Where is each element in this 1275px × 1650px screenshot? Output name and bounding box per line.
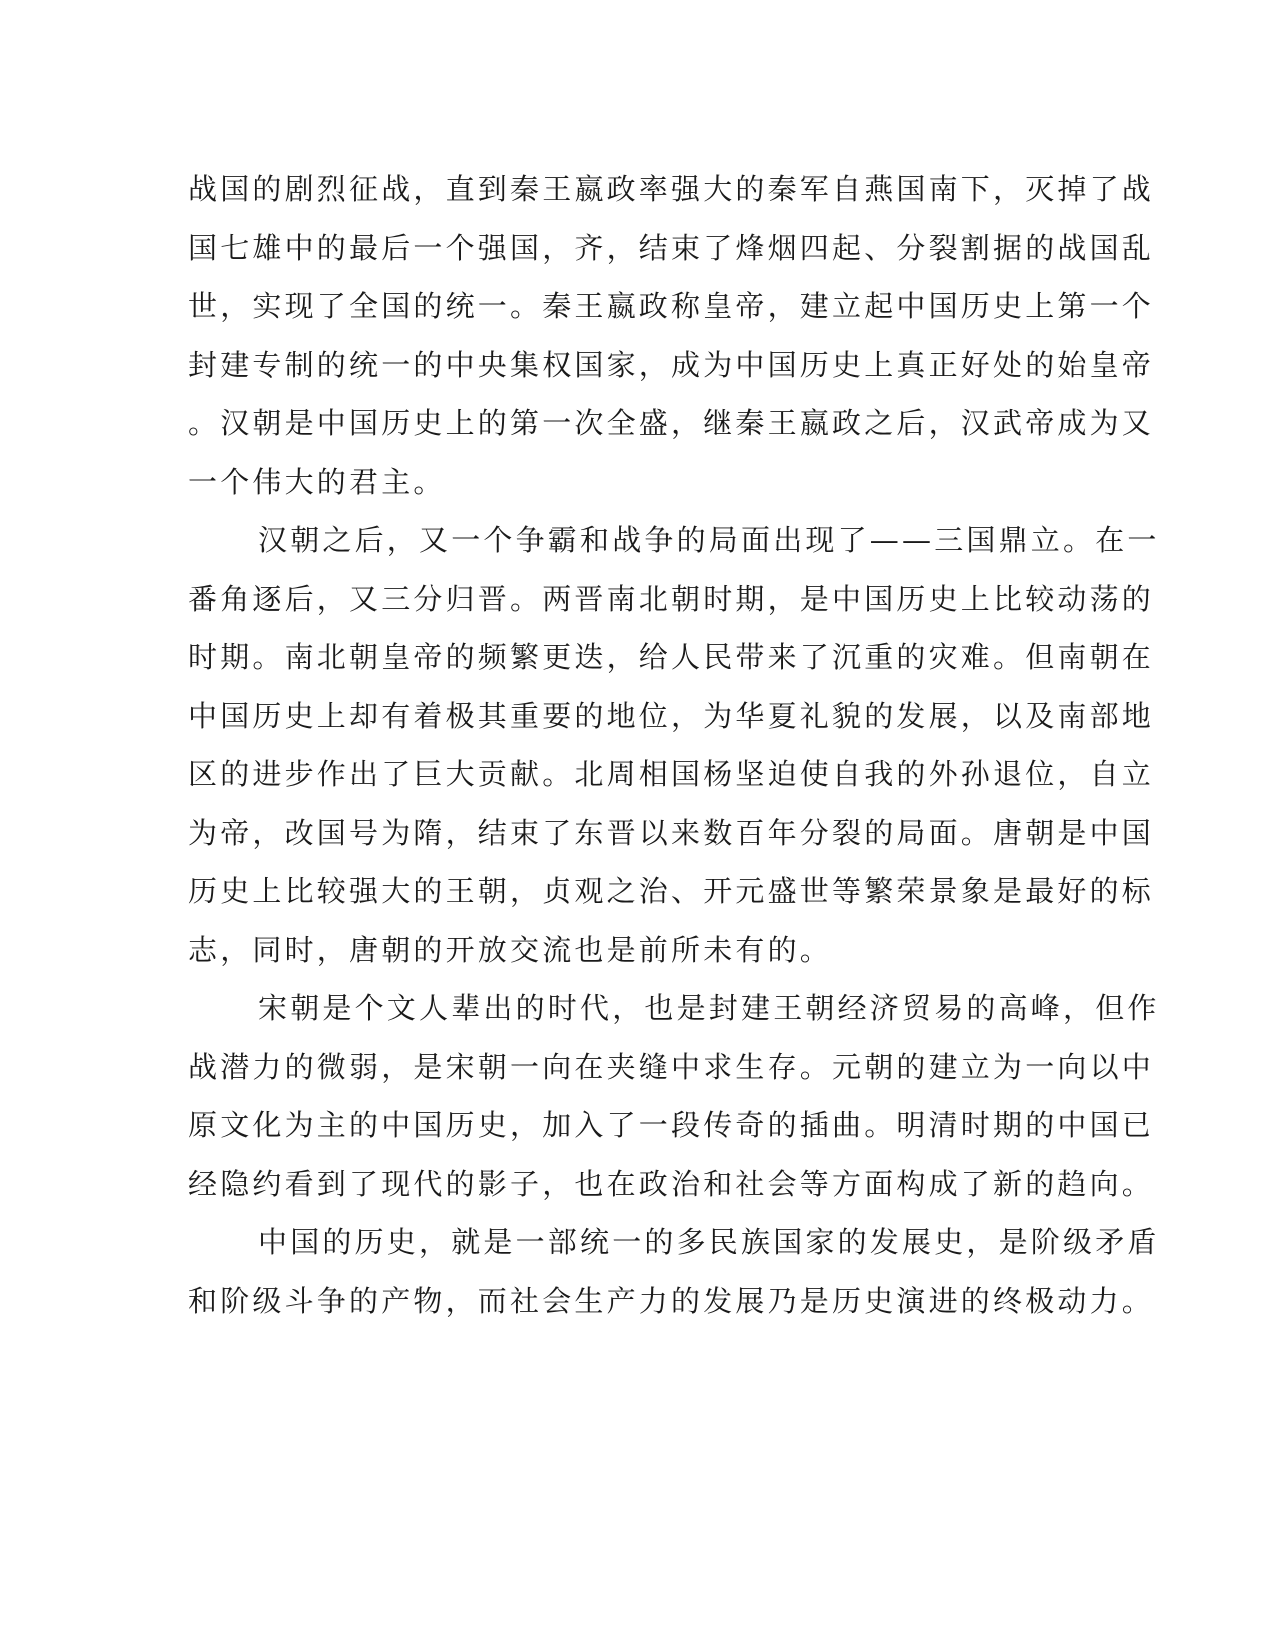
text-line: 番角逐后，又三分归晋。两晋南北朝时期，是中国历史上比较动荡的 <box>188 581 1155 616</box>
paragraph-3 <box>188 979 1160 1213</box>
text-line: 战国的剧烈征战，直到秦王嬴政率强大的秦军自燕国南下，灭掉了战 <box>188 172 1155 206</box>
text-line: 国七雄中的最后一个强国，齐，结束了烽烟四起、分裂割据的战国乱 <box>188 230 1155 265</box>
text-line: 宋朝是个文人辈出的时代，也是封建王朝经济贸易的高峰，但作 <box>258 991 1160 1025</box>
text-line: 中国历史上却有着极其重要的地位，为华夏礼貌的发展，以及南部地 <box>188 698 1155 733</box>
text-line: 为帝，改国号为隋，结束了东晋以来数百年分裂的局面。唐朝是中国 <box>188 815 1155 850</box>
text-line: 志，同时，唐朝的开放交流也是前所未有的。 <box>188 932 833 967</box>
text-line: 中国的历史，就是一部统一的多民族国家的发展史，是阶级矛盾 <box>258 1225 1160 1259</box>
text-line: 历史上比较强大的王朝，贞观之治、开元盛世等繁荣景象是最好的标 <box>188 874 1155 908</box>
text-line: 战潜力的微弱，是宋朝一向在夹缝中求生存。元朝的建立为一向以中 <box>188 1049 1155 1084</box>
text-line: 。汉朝是中国历史上的第一次全盛，继秦王嬴政之后，汉武帝成为又 <box>188 406 1155 440</box>
text-line: 汉朝之后，又一个争霸和战争的局面出现了——三国鼎立。在一 <box>258 523 1160 557</box>
paragraph-2 <box>188 511 1160 979</box>
text-line: 区的进步作出了巨大贡献。北周相国杨坚迫使自我的外孙退位，自立 <box>188 757 1155 791</box>
text-line: 和阶级斗争的产物，而社会生产力的发展乃是历史演进的终极动力。 <box>188 1283 1155 1318</box>
text-line: 经隐约看到了现代的影子，也在政治和社会等方面构成了新的趋向。 <box>188 1166 1155 1201</box>
document-body <box>188 160 1160 1330</box>
paragraph-1 <box>188 160 1155 511</box>
text-line: 一个伟大的君主。 <box>188 464 446 499</box>
text-line: 封建专制的统一的中央集权国家，成为中国历史上真正好处的始皇帝 <box>188 347 1155 382</box>
text-line: 时期。南北朝皇帝的频繁更迭，给人民带来了沉重的灾难。但南朝在 <box>188 640 1155 674</box>
text-line: 世，实现了全国的统一。秦王嬴政称皇帝，建立起中国历史上第一个 <box>188 289 1155 323</box>
paragraph-4 <box>188 1213 1160 1330</box>
text-line: 原文化为主的中国历史，加入了一段传奇的插曲。明清时期的中国已 <box>188 1108 1155 1142</box>
